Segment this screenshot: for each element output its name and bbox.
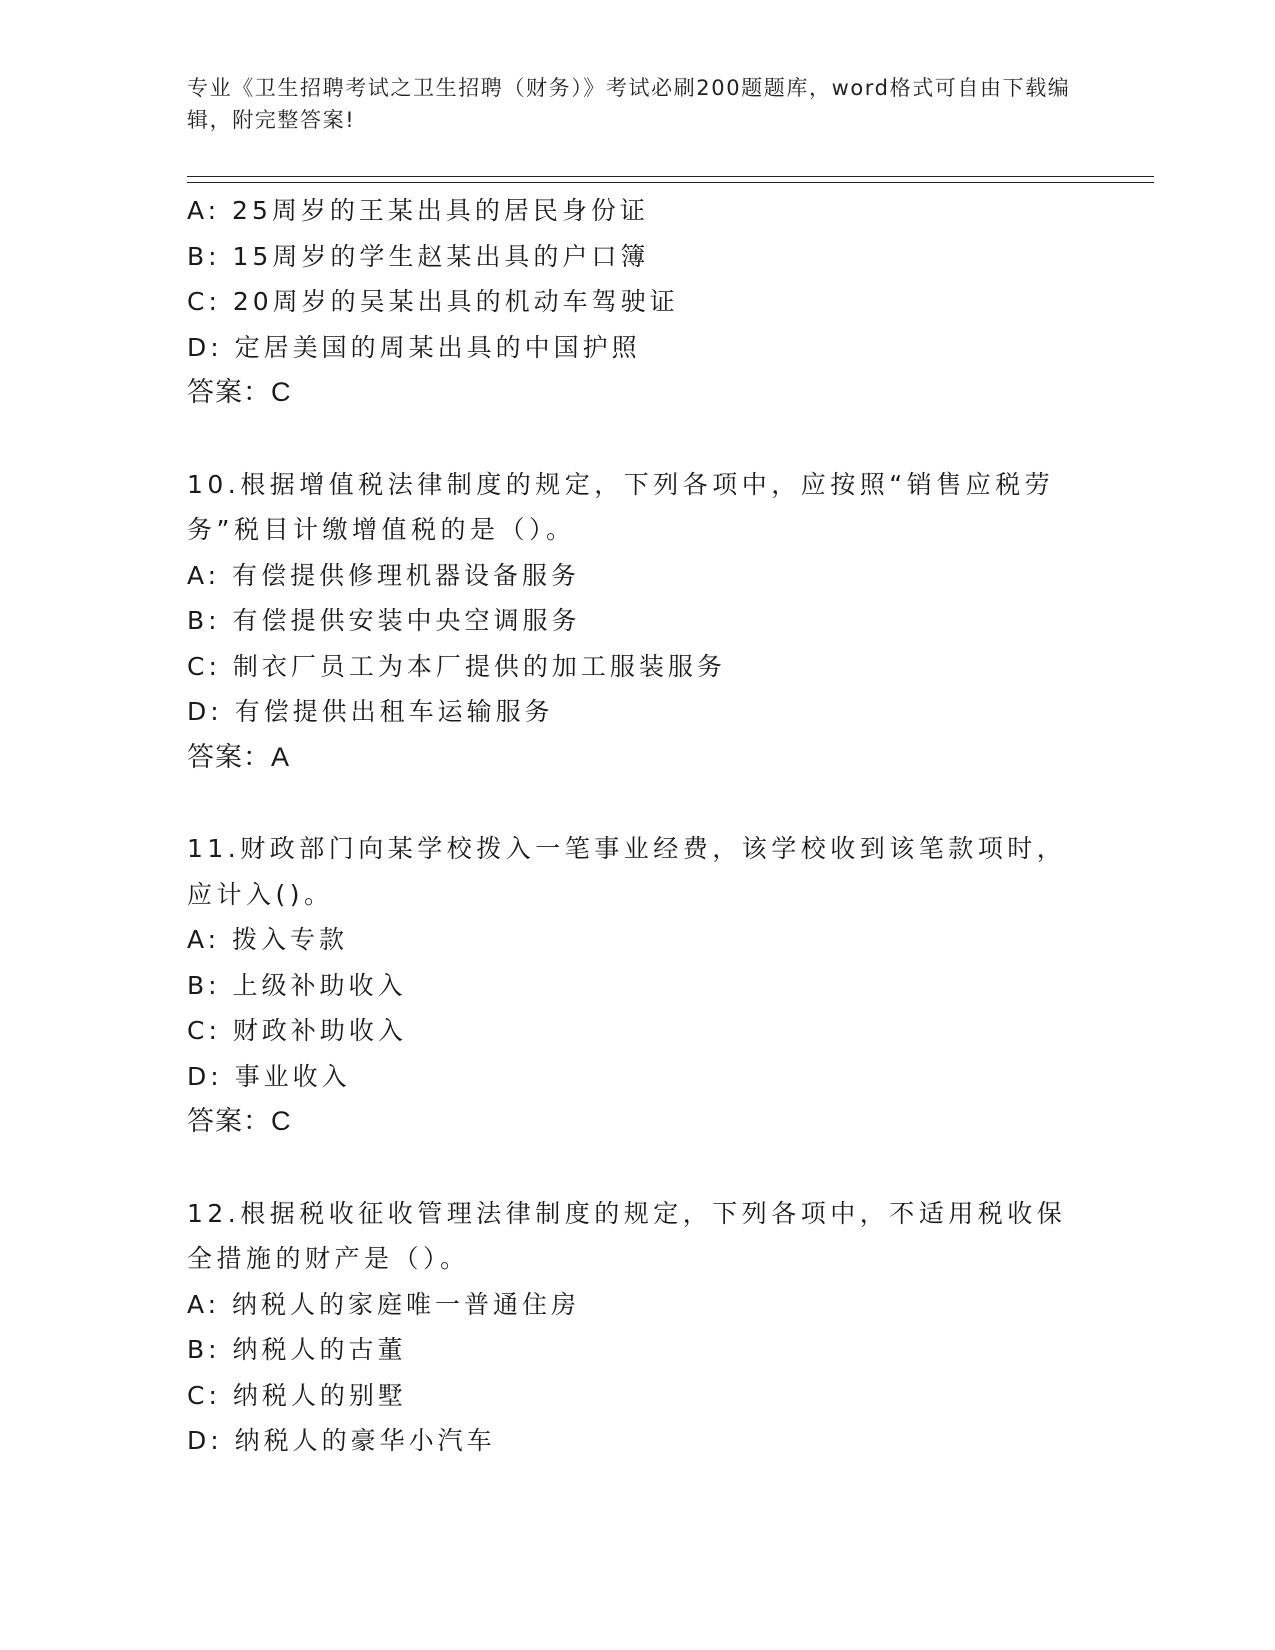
option-a: A: 25周岁的王某出具的居民身份证 (187, 196, 649, 225)
option-d: D: 事业收入 (187, 1061, 351, 1091)
option-b: B: 纳税人的古董 (187, 1335, 407, 1364)
option-c: C: 制衣厂员工为本厂提供的加工服装服务 (187, 651, 726, 681)
question-12 (187, 1191, 1087, 1464)
header-divider (187, 176, 1154, 183)
option-c: C: 20周岁的吴某出具的机动车驾驶证 (187, 287, 679, 316)
spacer (187, 1145, 1087, 1191)
option-d: D: 定居美国的周某出具的中国护照 (187, 332, 641, 362)
option-a: A: 纳税人的家庭唯一普通住房 (187, 1289, 581, 1319)
header-title: 专业《卫生招聘考试之卫生招聘（财务）》考试必刷200题题库，word格式可自由下载编辑，附完整答案! (187, 76, 1071, 132)
option-d: D: 有偿提供出租车运输服务 (187, 697, 554, 726)
option-b: B: 有偿提供安装中央空调服务 (187, 606, 581, 635)
spacer (187, 416, 1087, 462)
spacer (187, 780, 1087, 826)
option-d: D: 纳税人的豪华小汽车 (187, 1426, 496, 1455)
question-9 (187, 188, 1087, 416)
question-text: 12.根据税收征收管理法律制度的规定，下列各项中，不适用税收保全措施的财产是（）。 (187, 1198, 1067, 1273)
answer-label: 答案：A (187, 741, 291, 772)
question-text: 11.财政部门向某学校拨入一笔事业经费，该学校收到该笔款项时，应计入()。 (187, 834, 1067, 909)
question-list (187, 188, 1087, 1464)
question-10 (187, 462, 1087, 781)
option-b: B: 上级补助收入 (187, 970, 407, 1000)
option-c: C: 财政补助收入 (187, 1016, 407, 1045)
answer-label: 答案：C (187, 377, 292, 407)
option-a: A: 有偿提供修理机器设备服务 (187, 560, 581, 590)
answer-label: 答案：C (187, 1106, 292, 1136)
question-text: 10.根据增值税法律制度的规定，下列各项中，应按照“销售应税劳务”税目计缴增值税的是（）。 (187, 469, 1055, 544)
option-b: B: 15周岁的学生赵某出具的户口簿 (187, 241, 650, 271)
question-11 (187, 826, 1087, 1145)
document-header (187, 72, 1087, 136)
option-c: C: 纳税人的别墅 (187, 1380, 407, 1410)
option-a: A: 拨入专款 (187, 925, 349, 954)
